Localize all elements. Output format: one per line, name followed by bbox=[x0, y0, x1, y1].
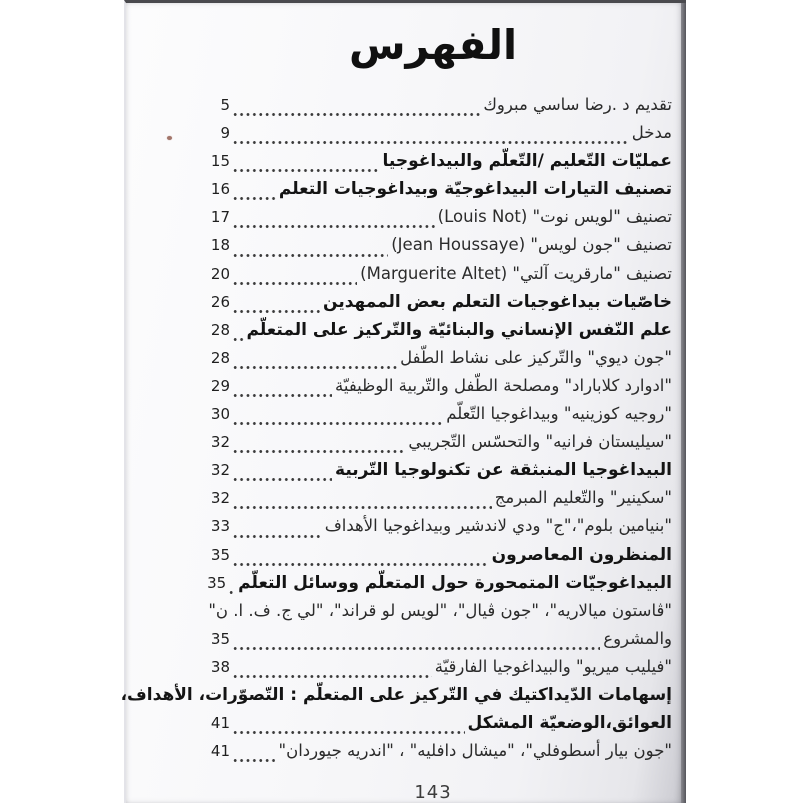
dot-leader bbox=[229, 589, 235, 596]
dot-leader bbox=[233, 729, 465, 736]
toc-entry-label: "بنيامين بلوم"،"ج" ودي لاندشير وبيداغوجيا الأهداف bbox=[324, 516, 672, 536]
toc-entry-label: مدخل bbox=[631, 123, 672, 143]
toc-row bbox=[196, 573, 672, 601]
toc-entry-label: عمليّات التّعليم /التّعلّم والبيداغوجيا bbox=[382, 151, 672, 172]
toc-row bbox=[196, 376, 672, 404]
dot-leader bbox=[233, 280, 357, 287]
dot-leader bbox=[233, 167, 380, 174]
toc-entry-label: البيداغوجيا المنبثقة عن تكنولوجيا التّربية bbox=[335, 460, 672, 481]
book-page bbox=[120, 0, 686, 803]
toc-row bbox=[196, 235, 672, 263]
toc-entry-page-number: 32 bbox=[210, 433, 230, 452]
ink-speck-artifact bbox=[167, 136, 172, 140]
toc-entry-label: المنظرون المعاصرون bbox=[491, 544, 672, 565]
dot-leader bbox=[233, 533, 322, 540]
toc-entry-page-number: 32 bbox=[210, 489, 230, 508]
toc-entry-page-number: 35 bbox=[210, 629, 230, 648]
toc-row bbox=[120, 684, 672, 713]
toc-row bbox=[196, 629, 672, 657]
dot-leader bbox=[233, 223, 435, 230]
toc-entry-label: خاصّيات بيداغوجيات التعلم بعض الممهدين bbox=[323, 291, 672, 312]
toc-entry-page-number: 38 bbox=[210, 657, 230, 676]
toc-entry-page-number: 20 bbox=[210, 264, 230, 283]
toc-entry-label: "فيليب ميريو" والبيداغوجيا الفارقيّة bbox=[434, 656, 672, 676]
toc-entry-page-number: 32 bbox=[210, 461, 230, 480]
toc-row bbox=[196, 320, 672, 348]
toc-entry-page-number: 41 bbox=[210, 714, 230, 733]
toc-row bbox=[196, 432, 672, 460]
dot-leader bbox=[233, 139, 629, 146]
toc-entry-label: تصنيف التيارات البيداغوجيّة وبيداغوجيات التعلم bbox=[278, 179, 672, 200]
toc-entry-label: العوائق،الوضعيّة المشكل bbox=[467, 713, 672, 734]
toc-row bbox=[196, 179, 672, 207]
dot-leader bbox=[233, 476, 332, 483]
toc-entry-page-number: 5 bbox=[220, 96, 230, 114]
dot-leader bbox=[233, 111, 480, 118]
toc-entry-label: تصنيف "لويس نوت" (Louis Not) bbox=[437, 207, 672, 227]
folio-page-number: 143 bbox=[414, 782, 452, 803]
toc-entry-label: تقديم د .رضا ساسي مبروك bbox=[483, 95, 672, 114]
dot-leader bbox=[233, 673, 432, 680]
toc-row bbox=[196, 741, 672, 769]
toc-entry-page-number: 28 bbox=[210, 348, 230, 367]
toc-entry-page-number: 28 bbox=[210, 320, 230, 339]
dot-leader bbox=[233, 364, 397, 371]
toc-entry-page-number: 30 bbox=[210, 405, 230, 424]
toc-row bbox=[196, 292, 672, 320]
toc-row bbox=[196, 488, 672, 516]
dot-leader bbox=[233, 420, 443, 427]
toc-entry-label: "روجيه كوزينيه" وبيداغوجيا التّعلّم bbox=[446, 404, 672, 424]
toc-entry-page-number: 29 bbox=[210, 376, 230, 395]
dot-leader bbox=[233, 336, 244, 343]
dot-leader bbox=[233, 308, 320, 315]
toc-entry-label: إسهامات الدّيداكتيك في التّركيز على المتعلّم : التّصوّرات، الأهداف، bbox=[120, 684, 672, 705]
toc-entry-page-number: 16 bbox=[210, 180, 230, 199]
toc-entry-page-number: 33 bbox=[210, 517, 230, 536]
toc-row bbox=[196, 516, 672, 544]
toc-entry-label: "جون ديوي" والتّركيز على نشاط الطّفل bbox=[400, 347, 672, 367]
dot-leader bbox=[233, 757, 275, 764]
toc-row bbox=[196, 404, 672, 432]
toc-row bbox=[196, 151, 672, 179]
dot-leader bbox=[233, 252, 388, 259]
toc-entry-page-number: 15 bbox=[210, 152, 230, 171]
dot-leader bbox=[233, 561, 489, 568]
dot-leader bbox=[233, 645, 600, 652]
toc-entry-label: "سكينير" والتّعليم المبرمج bbox=[494, 488, 672, 508]
toc-entry-label: تصنيف "جون لويس" (Jean Houssaye) bbox=[391, 235, 672, 255]
toc-row bbox=[196, 207, 672, 235]
toc-entry-label: علم النّفس الإنساني والبنائيّة والتّركيز على المتعلّم bbox=[246, 319, 672, 340]
page-title: الفهرس bbox=[348, 21, 518, 69]
toc-row bbox=[196, 264, 672, 292]
dot-leader bbox=[233, 504, 492, 511]
toc-entry-label: تصنيف "مارقريت آلتي" (Marguerite Altet) bbox=[360, 263, 672, 283]
toc-entry-page-number: 18 bbox=[210, 236, 230, 255]
toc-entry-page-number: 26 bbox=[210, 292, 230, 311]
toc-row bbox=[196, 545, 672, 573]
toc-row bbox=[196, 460, 672, 488]
dot-leader bbox=[233, 195, 276, 202]
dot-leader bbox=[233, 392, 332, 399]
toc-entry-page-number: 17 bbox=[210, 208, 230, 227]
toc-entry-page-number: 9 bbox=[220, 124, 230, 143]
toc-entry-page-number: 41 bbox=[210, 742, 230, 761]
dot-leader bbox=[233, 448, 405, 455]
toc-entry-label: البيداغوجيّات المتمحورة حول المتعلّم ووسائل التعلّم bbox=[238, 572, 672, 593]
toc-row bbox=[196, 95, 672, 123]
toc-entry-page-number: 35 bbox=[207, 573, 227, 592]
toc-row bbox=[196, 601, 672, 629]
page-edge-shadow bbox=[681, 3, 686, 803]
toc-entry-label: "سيليستان فرانيه" والتحسّس التّجريبي bbox=[408, 432, 672, 452]
toc-entry-label: "ڤاستون ميالاريه"، "جون ڤيال"، "لويس لو قراند"، "لي ج. ف. ا. ن" bbox=[208, 600, 672, 620]
toc-row bbox=[196, 657, 672, 685]
toc-row bbox=[196, 123, 672, 151]
toc-entry-label: "ادوارد كلاباراد" ومصلحة الطّفل والتّربية الوظيفيّة bbox=[335, 375, 672, 395]
toc-list bbox=[120, 95, 672, 769]
toc-entry-label: والمشروع bbox=[603, 628, 672, 648]
toc-entry-page-number: 35 bbox=[210, 545, 230, 564]
toc-row bbox=[196, 713, 672, 741]
toc-row bbox=[196, 348, 672, 376]
toc-entry-label: "جون بيار أسطوفلي"، "ميشال دافليه" ، "اندريه جيوردان" bbox=[278, 741, 672, 761]
